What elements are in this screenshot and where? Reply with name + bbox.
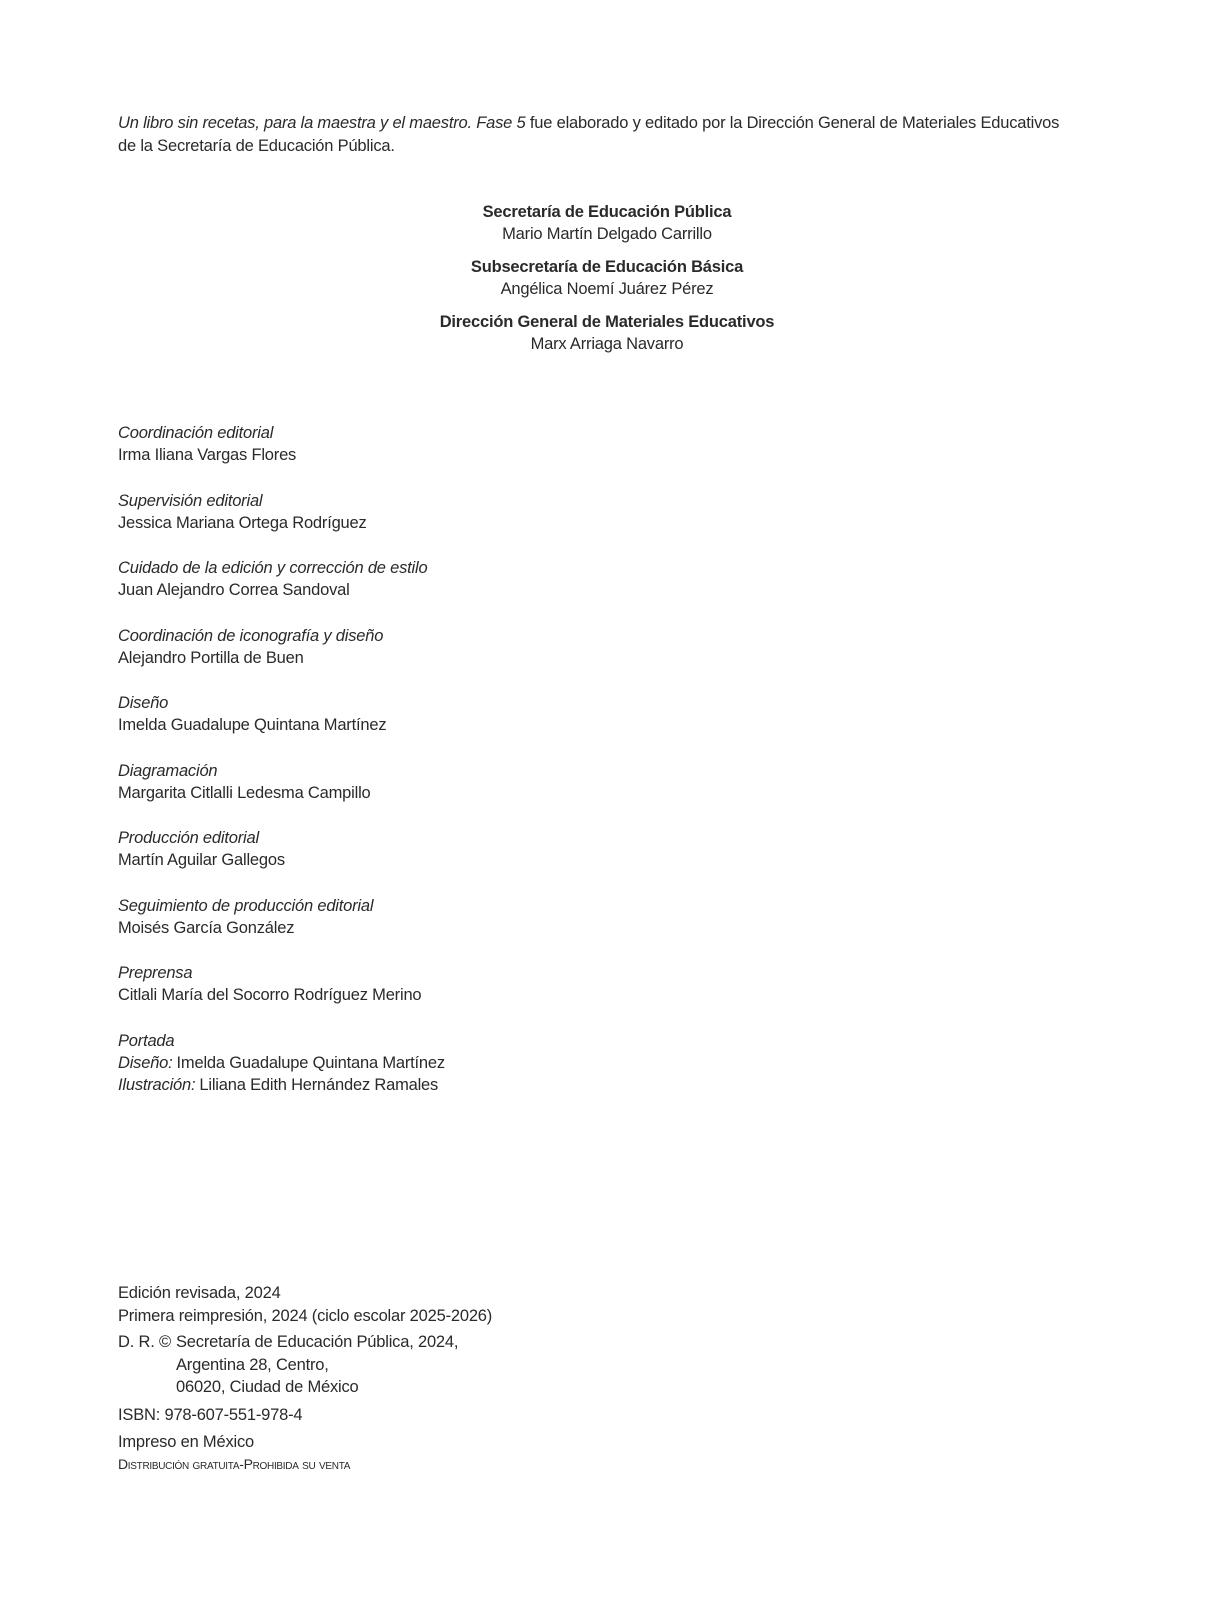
credit-role: Seguimiento de producción editorial — [118, 896, 374, 915]
isbn-text: ISBN: 978-607-551-978-4 — [118, 1405, 303, 1424]
credit-item — [118, 692, 818, 760]
portada-illustration-label: Ilustración: — [118, 1075, 196, 1094]
portada-illustration-line — [118, 1074, 818, 1096]
credit-item — [118, 490, 818, 558]
intro-line-2: de la Secretaría de Educación Pública. — [118, 137, 395, 155]
credit-item — [118, 895, 818, 963]
credit-item — [118, 760, 818, 828]
intro-line-1 — [118, 112, 1108, 135]
credit-item — [118, 557, 818, 625]
portada-design-label: Diseño: — [118, 1053, 173, 1072]
intro-paragraph — [118, 112, 1108, 158]
authority-sep — [0, 201, 1214, 245]
credit-role: Diagramación — [118, 761, 218, 780]
distribution-notice: Distribución gratuita-Prohibida su venta — [118, 1455, 351, 1472]
authority-dgme — [0, 311, 1214, 355]
imprint-footer — [118, 1282, 818, 1474]
credit-name: Juan Alejandro Correa Sandoval — [118, 581, 350, 599]
credits-list — [118, 422, 818, 1097]
credit-item — [118, 827, 818, 895]
authority-person: Marx Arriaga Navarro — [530, 335, 684, 353]
authority-org: Dirección General de Materiales Educativos — [439, 313, 775, 331]
credit-name: Alejandro Portilla de Buen — [118, 648, 304, 667]
credit-role: Producción editorial — [118, 829, 259, 847]
intro-text: fue elaborado y editado por la Dirección General de Materiales Educativos — [525, 114, 1060, 132]
portada-design-name: Imelda Guadalupe Quintana Martínez — [176, 1053, 445, 1072]
credit-item-portada — [118, 1030, 818, 1098]
authority-org: Secretaría de Educación Pública — [482, 203, 732, 221]
authority-subsecretaria — [0, 256, 1214, 300]
credit-name: Margarita Citlalli Ledesma Campillo — [118, 783, 371, 802]
credit-name: Jessica Mariana Ortega Rodríguez — [118, 513, 367, 532]
authorities-block — [0, 201, 1214, 366]
copyright-address — [176, 1331, 458, 1399]
book-title: Un libro sin recetas, para la maestra y el maestro. Fase 5 — [118, 114, 526, 132]
credit-role: Supervisión editorial — [118, 491, 263, 510]
credit-item — [118, 962, 818, 1030]
reprint-text: Primera reimpresión, 2024 (ciclo escolar 2025-2026) — [118, 1306, 493, 1325]
credit-role: Coordinación de iconografía y diseño — [118, 626, 384, 645]
credit-name: Moisés García González — [118, 918, 295, 937]
copyright-line: 06020, Ciudad de México — [176, 1378, 359, 1396]
credit-name: Martín Aguilar Gallegos — [118, 851, 285, 869]
copyright-line: Argentina 28, Centro, — [176, 1355, 329, 1374]
authority-org: Subsecretaría de Educación Básica — [470, 258, 744, 276]
credit-name: Imelda Guadalupe Quintana Martínez — [118, 716, 387, 734]
credit-name: Irma Iliana Vargas Flores — [118, 446, 297, 464]
edition-text: Edición revisada, 2024 — [118, 1284, 281, 1302]
copyright-block — [118, 1331, 818, 1399]
portada-illustration-name: Liliana Edith Hernández Ramales — [199, 1075, 439, 1094]
portada-design-line — [118, 1052, 818, 1074]
credit-role: Preprensa — [118, 964, 193, 982]
authority-person: Angélica Noemí Juárez Pérez — [500, 280, 714, 298]
credit-name: Citlali María del Socorro Rodríguez Merino — [118, 986, 422, 1004]
printed-in-text: Impreso en México — [118, 1433, 254, 1451]
credit-role: Cuidado de la edición y corrección de estilo — [118, 559, 428, 577]
copyright-line: Secretaría de Educación Pública, 2024, — [176, 1333, 459, 1351]
credit-item — [118, 625, 818, 693]
copyright-prefix: D. R. © — [118, 1333, 171, 1351]
credit-item — [118, 422, 818, 490]
authority-person: Mario Martín Delgado Carrillo — [502, 225, 712, 243]
credit-role: Portada — [118, 1031, 175, 1050]
credit-role: Coordinación editorial — [118, 424, 274, 442]
credit-role: Diseño — [118, 694, 169, 712]
